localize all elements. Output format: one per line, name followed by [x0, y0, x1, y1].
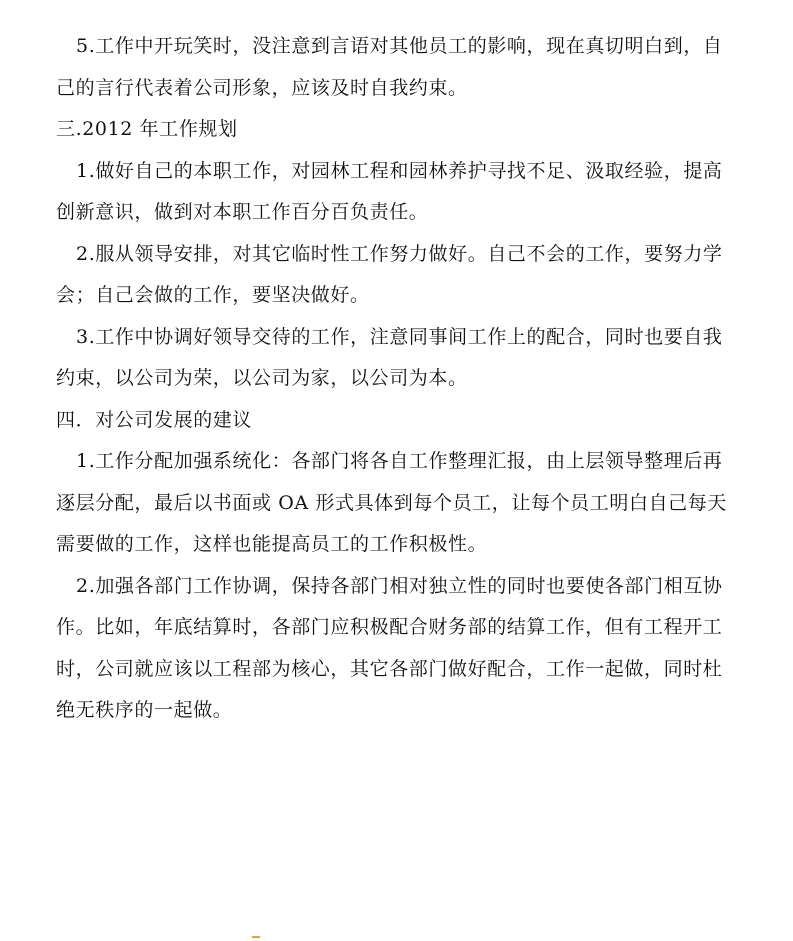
- paragraph-5: [56, 26, 740, 109]
- edge-marker: [252, 936, 260, 938]
- text-line: 己的言行代表着公司形象，应该及时自我约束。: [56, 76, 468, 99]
- section-heading-plan-2012: 三.2012 年工作规划: [56, 118, 238, 140]
- suggestion-item-2: [56, 566, 740, 732]
- text-line: 1.工作分配加强系统化：各部门将各自工作整理汇报，由上层领导整理后再: [76, 450, 723, 472]
- suggestion-item-1: [56, 441, 740, 566]
- text-line: 2.服从领导安排，对其它临时性工作努力做好。自己不会的工作，要努力学: [76, 242, 723, 265]
- section-heading-suggestions: 四．对公司发展的建议: [56, 408, 253, 431]
- text-line: 创新意识，做到对本职工作百分百负责任。: [56, 201, 429, 223]
- text-line: 逐层分配，最后以书面或 OA 形式具体到每个员工，让每个员工明白自己每天: [56, 491, 727, 514]
- text-line: 3.工作中协调好领导交待的工作，注意同事间工作上的配合，同时也要自我: [76, 325, 723, 348]
- text-line: 2.加强各部门工作协调，保持各部门相对独立性的同时也要使各部门相互协: [76, 574, 723, 597]
- text-line: 会；自己会做的工作，要坚决做好。: [56, 284, 370, 306]
- plan-item-3: [56, 317, 740, 400]
- text-line: 1.做好自己的本职工作，对园林工程和园林养护寻找不足、汲取经验，提高: [76, 159, 723, 182]
- text-line: 约束，以公司为荣，以公司为家，以公司为本。: [56, 367, 468, 389]
- plan-item-2: [56, 234, 740, 317]
- text-line: 作。比如，年底结算时，各部门应积极配合财务部的结算工作，但有工程开工: [56, 616, 723, 638]
- text-line: 需要做的工作，这样也能提高员工的工作积极性。: [56, 533, 488, 555]
- text-line: 绝无秩序的一起做。: [56, 699, 233, 721]
- document-body: [56, 26, 740, 732]
- text-line: 时，公司就应该以工程部为核心，其它各部门做好配合，工作一起做，同时杜: [56, 657, 723, 680]
- plan-item-1: [56, 151, 740, 234]
- text-line: 5.工作中开玩笑时，没注意到言语对其他员工的影响，现在真切明白到，自: [76, 35, 723, 57]
